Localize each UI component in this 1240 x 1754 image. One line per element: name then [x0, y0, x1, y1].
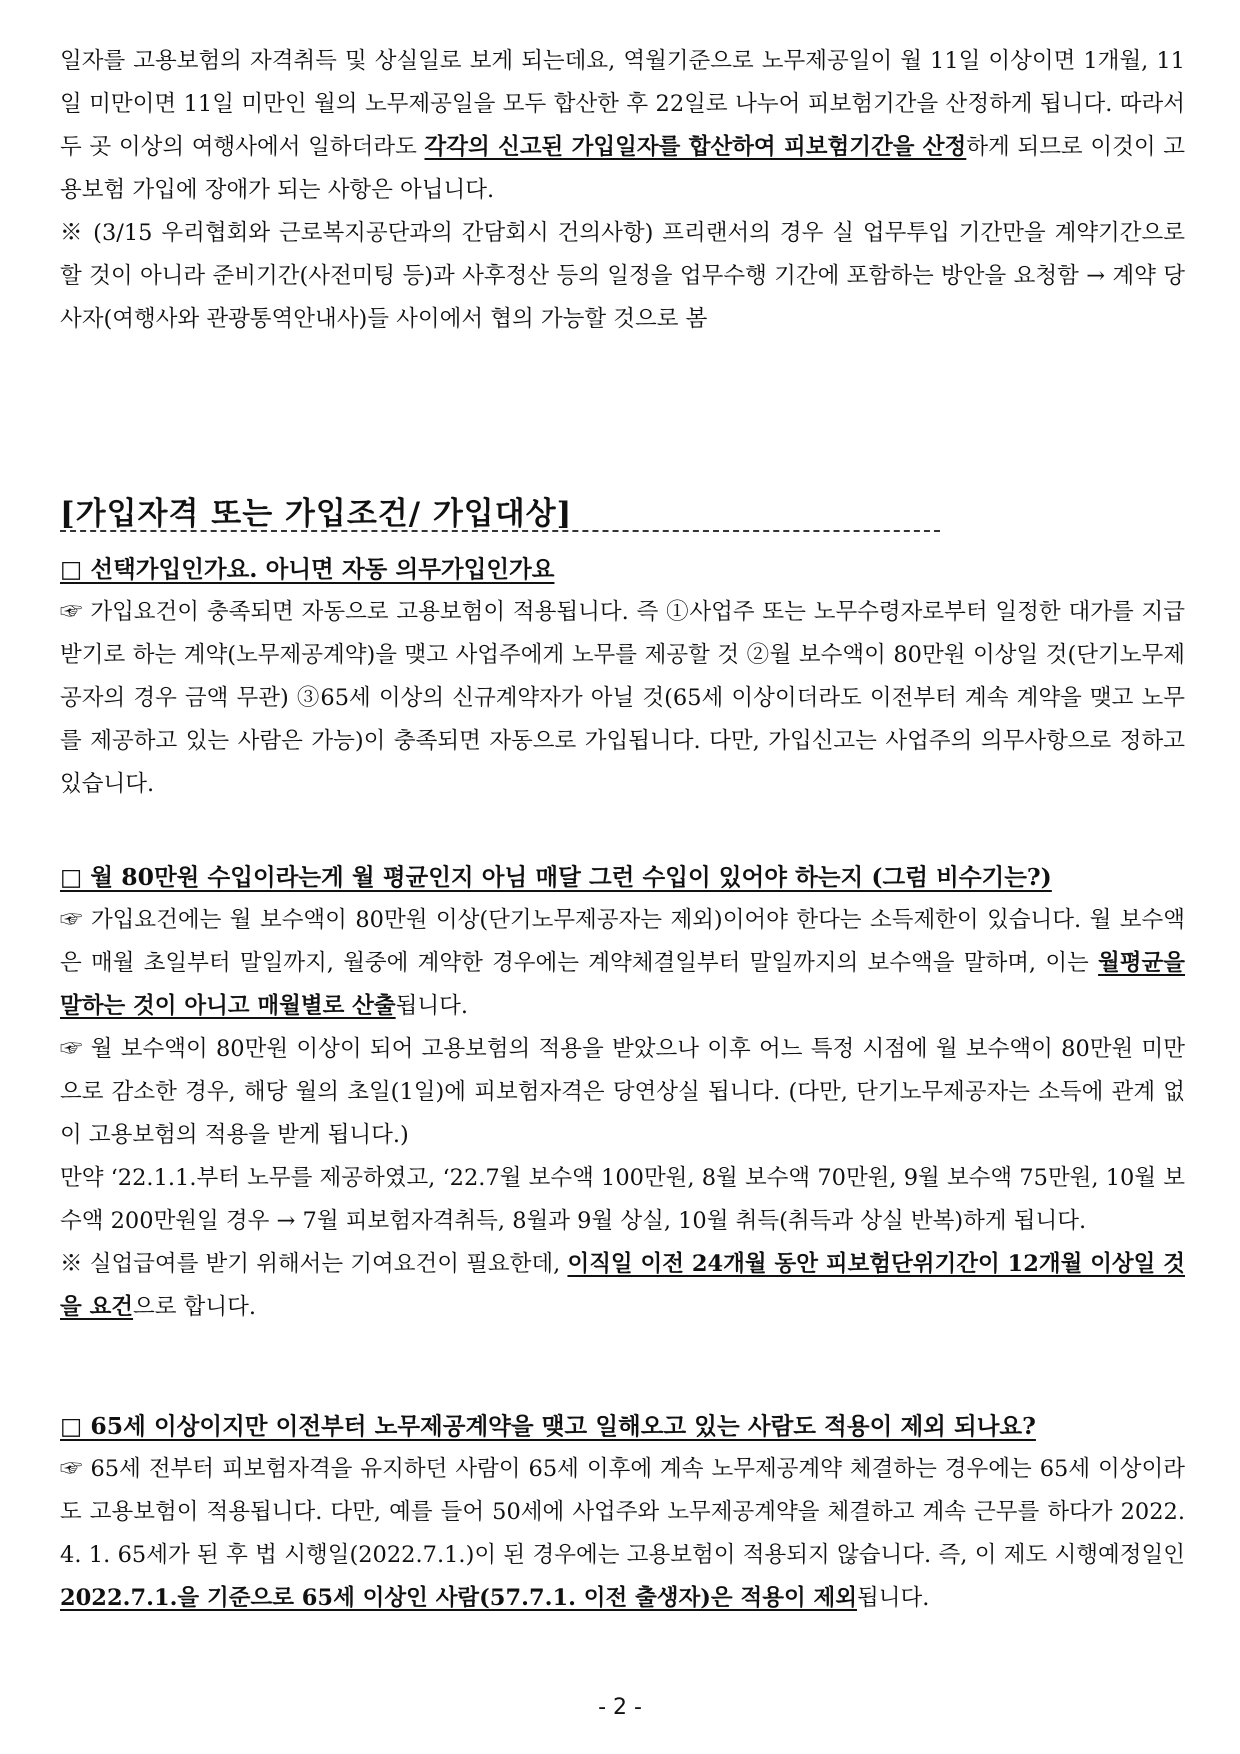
underlined-emphasis: 이직일 이전 24개월 동안 피보험단위기간이 12개월 이상일 것을 요건: [60, 1251, 1185, 1320]
page-number: - 2 -: [598, 1695, 642, 1720]
faq-answer-4: ※ 실업급여를 받기 위해서는 기여요건이 필요한데, 이직일 이전 24개월 동안 피보험단위기간이 12개월 이상일 것을 요건으로 합니다.: [60, 1251, 1185, 1320]
section-title: [가입자격 또는 가입조건/ 가입대상]: [60, 496, 573, 532]
underlined-emphasis: 각각의 신고된 가입일자를 합산하여 피보험기간을 산정: [424, 134, 967, 160]
faq-item-2: [60, 856, 1185, 1329]
faq-question: □ 65세 이상이지만 이전부터 노무제공계약을 맺고 일해오고 있는 사람도 적용이 제외 되나요?: [60, 1412, 1036, 1440]
dashed-divider: [60, 530, 940, 532]
faq-answer-3: 만약 ‘22.1.1.부터 노무를 제공하였고, ‘22.7월 보수액 100만원, 8월 보수액 70만원, 9월 보수액 75만원, 10월 보수액 200만원일 경우 → 7월 피보험자격취득, 8월과 9월 상실, 10월 취득(취득과 상실 반복)하게 됩니다.: [60, 1165, 1185, 1234]
intro-paragraph-1: 일자를 고용보험의 자격취득 및 상실일로 보게 되는데요, 역월기준으로 노무제공일이 월 11일 이상이면 1개월, 11일 미만이면 11일 미만인 월의 노무제공일을 모두 합산한 후 22일로 나누어 피보험기간을 산정하게 됩니다. 따라서 두 곳 이상의 여행사에서 일하더라도 각각의 신고된 가입일자를 합산하여 피보험기간을 산정하게 되므로 이것이 고용보험 가입에 장애가 되는 사항은 아닙니다.: [60, 48, 1185, 203]
faq-answer-1: ☞ 가입요건에는 월 보수액이 80만원 이상(단기노무제공자는 제외)이어야 한다는 소득제한이 있습니다. 월 보수액은 매월 초일부터 말일까지, 월중에 계약한 경우에는 계약체결일부터 말일까지의 보수액을 말하며, 이는 월평균을 말하는 것이 아니고 매월별로 산출됩니다.: [60, 907, 1185, 1019]
faq-question: □ 선택가입인가요. 아니면 자동 의무가입인가요: [60, 555, 555, 583]
faq-item-1: [60, 548, 1185, 806]
faq-item-3: [60, 1405, 1185, 1620]
faq-answer: ☞ 가입요건이 충족되면 자동으로 고용보험이 적용됩니다. 즉 ①사업주 또는 노무수령자로부터 일정한 대가를 지급받기로 하는 계약(노무제공계약)을 맺고 사업주에게 노무를 제공할 것 ②월 보수액이 80만원 이상일 것(단기노무제공자의 경우 금액 무관) ③65세 이상의 신규계약자가 아닐 것(65세 이상이더라도 이전부터 계속 계약을 맺고 노무를 제공하고 있는 사람은 가능)이 충족되면 자동으로 가입됩니다. 다만, 가입신고는 사업주의 의무사항으로 정하고 있습니다.: [60, 599, 1185, 797]
underlined-emphasis: 월평균을 말하는 것이 아니고 매월별로 산출: [60, 950, 1185, 1019]
faq-answer: ☞ 65세 전부터 피보험자격을 유지하던 사람이 65세 이후에 계속 노무제공계약 체결하는 경우에는 65세 이상이라도 고용보험이 적용됩니다. 다만, 예를 들어 50세에 사업주와 노무제공계약을 체결하고 계속 근무를 하다가 2022. 4. 1. 65세가 된 후 법 시행일(2022.7.1.)이 된 경우에는 고용보험이 적용되지 않습니다. 즉, 이 제도 시행예정일인 2022.7.1.을 기준으로 65세 이상인 사람(57.7.1. 이전 출생자)은 적용이 제외됩니다.: [60, 1456, 1185, 1611]
faq-answer-2: ☞ 월 보수액이 80만원 이상이 되어 고용보험의 적용을 받았으나 이후 어느 특정 시점에 월 보수액이 80만원 미만으로 감소한 경우, 해당 월의 초일(1일)에 피보험자격은 당연상실 됩니다. (다만, 단기노무제공자는 소득에 관계 없이 고용보험의 적용을 받게 됩니다.): [60, 1036, 1185, 1148]
intro-block: [60, 40, 1185, 341]
intro-paragraph-2: ※ (3/15 우리협회와 근로복지공단과의 간담회시 건의사항) 프리랜서의 경우 실 업무투입 기간만을 계약기간으로 할 것이 아니라 준비기간(사전미팅 등)과 사후정산 등의 일정을 업무수행 기간에 포함하는 방안을 요청함 → 계약 당사자(여행사와 관광통역안내사)들 사이에서 협의 가능할 것으로 봄: [60, 220, 1185, 332]
underlined-emphasis: 2022.7.1.을 기준으로 65세 이상인 사람(57.7.1. 이전 출생자)은 적용이 제외: [60, 1585, 857, 1611]
faq-question: □ 월 80만원 수입이라는게 월 평균인지 아님 매달 그런 수입이 있어야 하는지 (그럼 비수기는?): [60, 863, 1052, 891]
